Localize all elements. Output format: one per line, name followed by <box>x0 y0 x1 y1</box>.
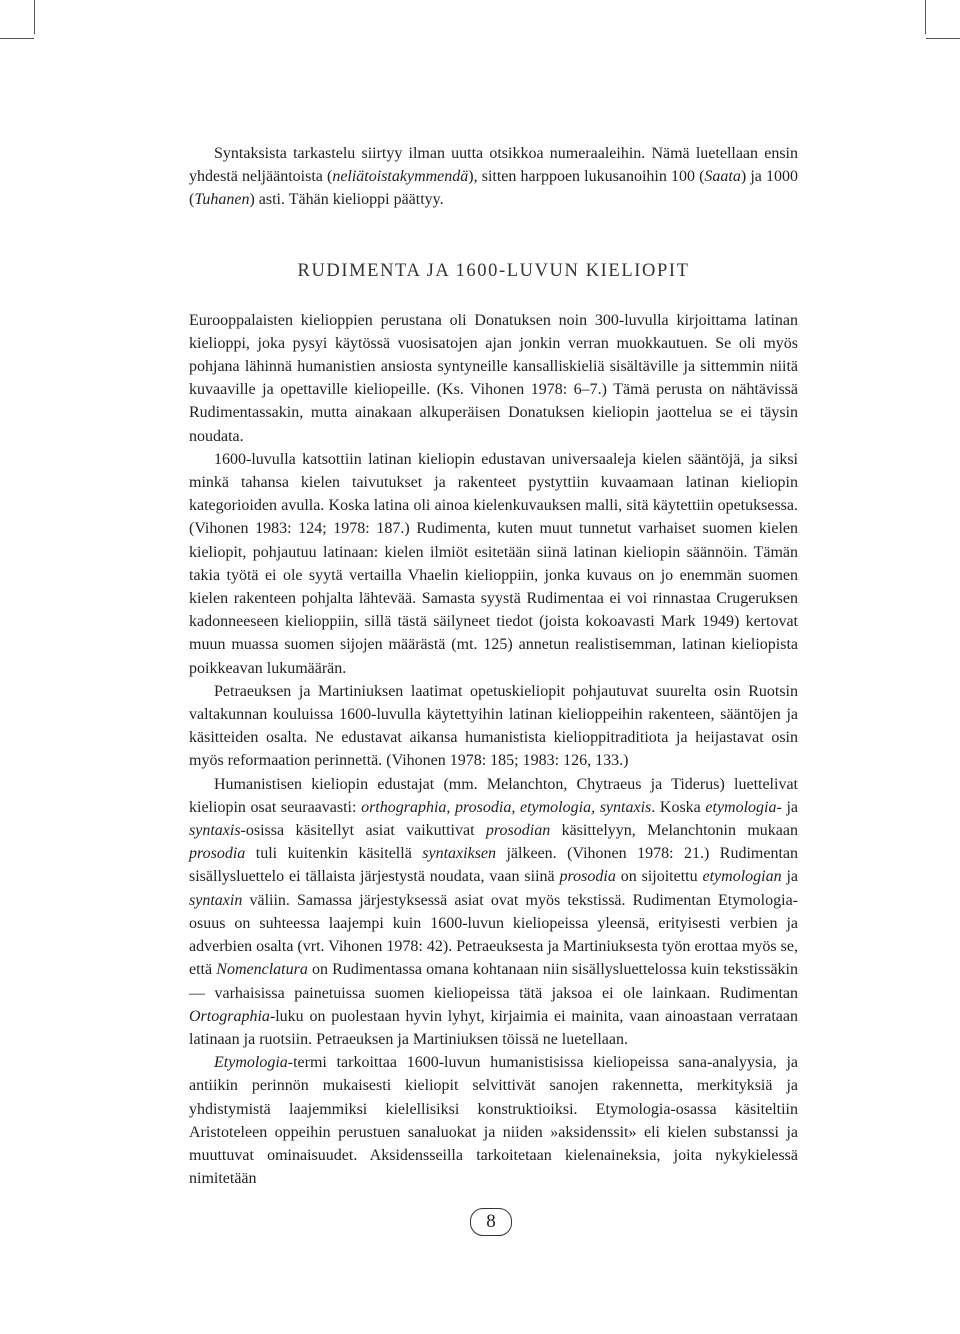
crop-mark-top-left-h <box>0 38 34 39</box>
body-paragraph: Eurooppalaisten kielioppien perustana oli Donatuksen noin 300-luvulla kirjoittama latinan kielioppi, joka pysyi käytössä vuosisatojen ajan jonkin verran muokkautuen. Se oli myös pohjana lähinnä humanistien ansiosta syntyneille kansalliskieliä sisältäville ja sittemmin niitä kuvaaville ja opettaville kieliopeille. (Ks. Vihonen 1978: 6–7.) Tämä perusta on nähtävissä Rudimentassakin, mutta ainakaan alkuperäisen Donatuksen kieliopin jaottelua se ei täysin noudata. <box>189 311 798 445</box>
body-paragraph: Humanistisen kieliopin edustajat (mm. Melanchton, Chytraeus ja Tiderus) luettelivat kieliopin osat seuraavasti: orthographia, prosodia, etymologia, syntaxis. Koska etymologia- ja syntaxis-osissa käsitellyt asiat vaikuttivat prosodian käsittelyyn, Melanchtonin mukaan prosodia tuli kuitenkin käsitellä syntaxiksen jälkeen. (Vihonen 1978: 21.) Rudimentan sisällysluettelo ei tällaista järjestystä noudata, vaan siinä prosodia on sijoitettu etymologian ja syntaxin väliin. Samassa järjestyksessä asiat ovat myös tekstissä. Rudimentan Etymologia-osuus on suhteessa laajempi kuin 1600-luvun kieliopeissa yleensä, erityisesti verbien ja adverbien osalta (vrt. Vihonen 1978: 42). Petraeuksesta ja Martiniuksesta työn erottaa myös se, että Nomenclatura on Rudimentassa omana kohtanaan niin sisällysluettelossa kuin tekstissäkin — varhaisissa painetuissa suomen kieliopeissa tätä jaksoa ei ole lainkaan. Rudimentan Ortographia-luku on puolestaan hyvin lyhyt, kirjaimia ei mainita, vaan ainoastaan verrataan latinaan ja ruotsiin. Petraeuksen ja Martiniuksen töissä ne luetellaan. <box>189 775 799 1048</box>
body-paragraph: Etymologia-termi tarkoittaa 1600-luvun humanistisissa kieliopeissa sana-analyysia, ja antiikin perinnön mukaisesti kieliopit selvittivät sanojen rakennetta, merkityksiä ja yhdistymistä laajemmiksi kielellisiksi konstruktioiksi. Etymologia-osassa käsiteltiin Aristoteleen oppeihin perustuen sanaluokat ja niiden »aksidenssit» eli kielen substanssi ja muuttuvat ominaisuudet. Aksidensseilla tarkoitetaan kielenaineksia, joita nykykielessä nimitetään <box>189 1054 798 1188</box>
page-body <box>189 142 798 1190</box>
section-intro-paragraph: Syntaksista tarkastelu siirtyy ilman uutta otsikkoa numeraaleihin. Nämä luetellaan ensin yhdestä neljääntoista (neliätoistakymmendä), sitten harppoen lukusanoihin 100 (Saata) ja 1000 (Tuhanen) asti. Tähän kielioppi päättyy. <box>189 145 798 209</box>
crop-mark-top-right <box>925 0 926 34</box>
body-paragraph: 1600-luvulla katsottiin latinan kieliopin edustavan universaaleja kielen sääntöjä, ja siksi minkä tahansa kielen taivutukset ja rakenteet pystyttiin kuvaamaan latinan kieliopin kategorioiden avulla. Koska latina oli ainoa kielenkuvauksen malli, sitä käytettiin opetuksessa. (Vihonen 1983: 124; 1978: 187.) Rudimenta, kuten muut tunnetut varhaiset suomen kielen kieliopit, pohjautuu latinaan: kielen ilmiöt esitetään siinä latinan kieliopin säännöin. Tämän takia työtä ei ole syytä vertailla Vhaelin kielioppiin, jonka kuvaus on jo enemmän suomen kielen rakenteen pohjalta lähtevää. Samasta syystä Rudimentaa ei voi rinnastaa Crugeruksen kadonneeseen kielioppiin, sillä tästä säilyneet tiedot (joista kokoavasti Mark 1949) kertovat muun muassa suomen sijojen määrästä (mt. 125) annetun realistisemman, latinan kieliopista poikkeavan lukumäärän. <box>189 450 798 677</box>
crop-mark-top-right-h <box>926 38 960 39</box>
body-paragraphs <box>189 309 798 1191</box>
crop-mark-top-left <box>34 0 35 34</box>
body-paragraph: Petraeuksen ja Martiniuksen laatimat opetuskieliopit pohjautuvat suurelta osin Ruotsin valtakunnan kouluissa 1600-luvulla käytettyihin latinan kielioppeihin rakenteen, sääntöjen ja käsitteiden osalta. Ne edustavat aikansa humanistista kielioppitraditiota ja heijastavat osin myös reformaation perinnettä. (Vihonen 1978: 185; 1983: 126, 133.) <box>189 682 798 770</box>
section-heading: RUDIMENTA JA 1600-LUVUN KIELIOPIT <box>297 260 690 281</box>
page-number: 8 <box>470 1208 512 1236</box>
